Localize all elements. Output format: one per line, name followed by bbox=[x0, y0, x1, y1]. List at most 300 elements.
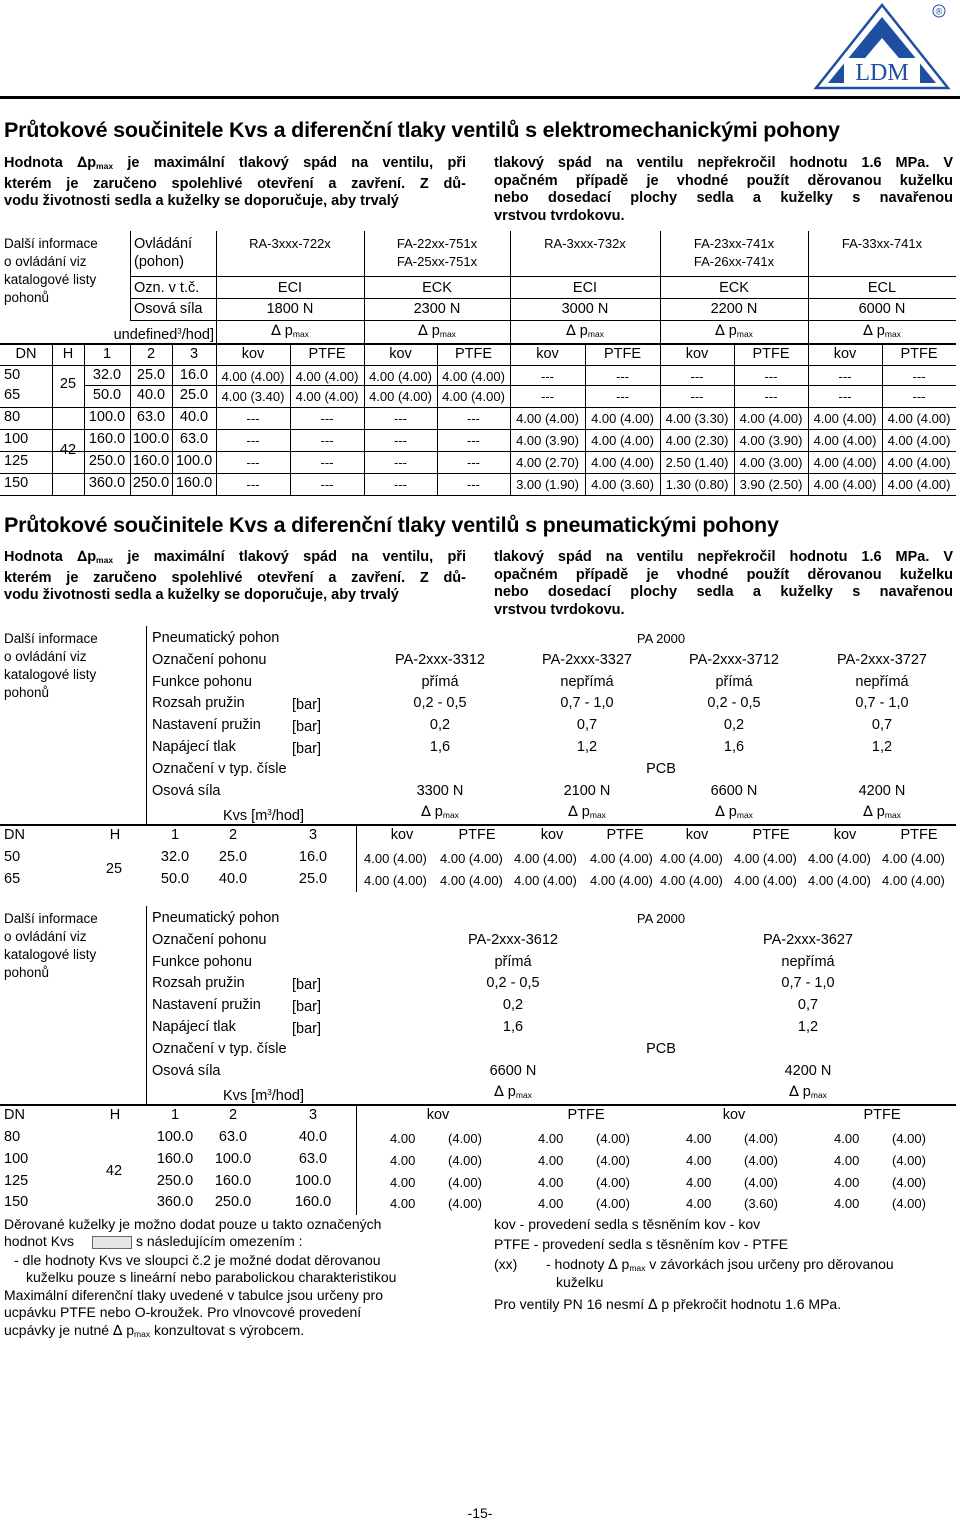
dp-value: 4.00 (4.00) bbox=[660, 872, 723, 888]
spec-label: Napájecí tlak bbox=[152, 739, 236, 755]
kvs-value: 100.0 bbox=[88, 409, 126, 425]
pn16-note: Pro ventily PN 16 nesmí ∆ p překročit hodnotu 1.6 MPa. bbox=[494, 1296, 842, 1313]
axial-force: 3300 N bbox=[416, 782, 464, 799]
spec-label: Pneumatický pohon bbox=[152, 910, 280, 926]
column-header: 3 bbox=[308, 827, 318, 844]
dp-value: 4.00 (4.00) bbox=[295, 389, 359, 404]
column-header: 1 bbox=[170, 1107, 180, 1124]
dp-value: 3.00 (1.90) bbox=[516, 477, 579, 492]
spec-value: 0,7 bbox=[797, 997, 819, 1014]
kvs-value: 32.0 bbox=[92, 367, 122, 383]
column-header: PTFE bbox=[606, 827, 644, 844]
grid-line bbox=[130, 320, 956, 321]
dp-value: --- bbox=[320, 455, 334, 470]
kvs-value: 160.0 bbox=[156, 1150, 194, 1167]
kvs-value: 250.0 bbox=[214, 1194, 252, 1211]
kvs-value: 16.0 bbox=[298, 849, 328, 865]
dp-max-label: ∆ $p_{max}$ bbox=[789, 1084, 827, 1101]
dp-max-label: ∆ $p_{max}$ bbox=[568, 804, 606, 821]
spec-value: 0,2 bbox=[723, 717, 745, 734]
grid-line bbox=[0, 473, 956, 474]
dp-max-label: ∆ $p_{max}$ bbox=[715, 804, 753, 821]
dp-value: 4.00 (4.00) bbox=[813, 433, 877, 448]
spec-value: PA-2xxx-3312 bbox=[395, 651, 485, 668]
paragraph-line: opačném případě je vhodné použít děrovanou kuželku bbox=[494, 172, 953, 189]
dp-value: 4.00 bbox=[538, 1152, 564, 1168]
grid-line bbox=[84, 344, 85, 495]
kvs-value: 100.0 bbox=[294, 1172, 332, 1189]
side-note-line: pohonů bbox=[4, 685, 50, 700]
dp-value: --- bbox=[467, 411, 480, 426]
grid-line bbox=[0, 824, 956, 826]
spec-value: PA-2xxx-3627 bbox=[763, 931, 853, 948]
spec-label: Osová síla bbox=[152, 782, 221, 799]
dp-value: --- bbox=[246, 433, 260, 448]
spec-label: Nastavení pružin bbox=[152, 997, 261, 1014]
dp-value: (4.00) bbox=[596, 1152, 630, 1168]
kvs-value: 160.0 bbox=[88, 431, 126, 447]
spec-value: 1,2 bbox=[576, 739, 598, 755]
kvs-value: 250.0 bbox=[132, 475, 170, 491]
dp-value: 4.00 (4.00) bbox=[591, 411, 654, 426]
grid-line bbox=[0, 407, 52, 408]
grid-line bbox=[356, 826, 357, 891]
spec-label: Pneumatický pohon bbox=[152, 630, 280, 646]
kvs-value: 50.0 bbox=[160, 870, 190, 887]
spec-label: Rozsah pružin bbox=[152, 975, 245, 992]
axial-force: 2200 N bbox=[710, 301, 758, 317]
column-header: PTFE bbox=[900, 827, 938, 844]
dp-value: --- bbox=[616, 389, 629, 404]
dp-value: 4.00 bbox=[686, 1174, 712, 1190]
unit-label: [bar] bbox=[292, 697, 322, 714]
column-header: kov bbox=[685, 827, 709, 844]
spec-value: 0,7 - 1,0 bbox=[855, 695, 909, 712]
column-header: DN bbox=[4, 1107, 25, 1124]
legend-ptfe: PTFE - provedení sedla s těsněním kov - PTFE bbox=[494, 1236, 789, 1252]
footer-note: Děrované kuželky je možno dodat pouze u takto označených bbox=[4, 1216, 382, 1232]
ozn-code: ECK bbox=[422, 280, 452, 296]
column-header: kov bbox=[540, 827, 564, 844]
dn-value: 150 bbox=[4, 475, 29, 491]
kvs-value: 160.0 bbox=[294, 1194, 332, 1211]
intro-left bbox=[4, 549, 466, 605]
dp-value: 4.00 (4.00) bbox=[887, 411, 951, 426]
legend-xx: (xx) bbox=[494, 1256, 518, 1272]
paragraph-line: nebo dosedací plochy sedla a kuželky s navařenou bbox=[494, 584, 953, 600]
kvs-unit-label: Kvs $[m^3/hod]$ bbox=[222, 1088, 304, 1105]
side-note-line: o ovládání viz bbox=[4, 929, 87, 944]
column-header: DN bbox=[4, 827, 25, 844]
dp-value: 4.00 (4.00) bbox=[369, 369, 432, 384]
grid-line bbox=[84, 385, 956, 386]
column-header: PTFE bbox=[603, 346, 642, 362]
spec-value: 1,6 bbox=[502, 1019, 524, 1035]
grid-line bbox=[808, 344, 809, 495]
paragraph-line: vodu životnosti sedla a kuželky se doporučuje, aby trvalý bbox=[4, 587, 399, 603]
column-header: kov bbox=[241, 346, 265, 362]
dp-value: (4.00) bbox=[744, 1131, 778, 1146]
dp-value: 4.00 bbox=[538, 1196, 564, 1212]
axial-force: 3000 N bbox=[561, 301, 609, 317]
dp-value: --- bbox=[764, 369, 778, 384]
footer-note: kuželku pouze s lineární nebo parabolickou charakteristikou bbox=[26, 1269, 397, 1285]
column-header: 3 bbox=[308, 1107, 318, 1124]
pa-label: PA 2000 bbox=[636, 911, 686, 926]
dp-value: 4.00 bbox=[686, 1196, 712, 1212]
dp-max-label: ∆ $p_{max}$ bbox=[863, 323, 901, 339]
drive-label: Ovládání (pohon) bbox=[134, 236, 193, 270]
footer-note: ucpávku PTFE nebo O-kroužek. Pro vlnovcové provedení bbox=[4, 1304, 362, 1320]
legend-xx-desc: kuželku bbox=[556, 1274, 604, 1290]
actuator-name: RA-3xxx-722x bbox=[249, 236, 331, 251]
axial-force: 2100 N bbox=[563, 782, 611, 799]
kvs-value: 360.0 bbox=[88, 475, 126, 491]
grid-line bbox=[216, 231, 217, 343]
grid-line bbox=[290, 344, 291, 495]
dp-value: (4.00) bbox=[892, 1152, 926, 1168]
grid-line bbox=[216, 344, 217, 495]
spec-label: Označení v typ. čísle bbox=[152, 1040, 287, 1057]
dp-value: 4.00 (4.00) bbox=[514, 872, 577, 888]
dn-value: 150 bbox=[4, 1194, 29, 1211]
spec-value: nepřímá bbox=[855, 673, 909, 690]
pcb-label: PCB bbox=[646, 760, 676, 777]
paragraph-line: kterém je zaručeno spolehlivé otevření a zavření. Z dů- bbox=[4, 175, 466, 192]
dn-value: 100 bbox=[4, 1150, 29, 1167]
column-header: 2 bbox=[146, 346, 156, 362]
column-header: kov bbox=[389, 346, 412, 362]
legend-xx-desc: - hodnoty ∆ $p_{max}$ v závorkách jsou určeny pro děrovanou bbox=[546, 1256, 894, 1273]
dp-value: 3.90 (2.50) bbox=[739, 477, 803, 492]
dp-value: 4.00 (3.90) bbox=[739, 433, 803, 448]
dp-value: --- bbox=[616, 369, 629, 384]
spec-value: 0,7 - 1,0 bbox=[560, 695, 614, 712]
kvs-value: 63.0 bbox=[218, 1129, 248, 1145]
column-header: PTFE bbox=[752, 827, 790, 844]
spec-label: Rozsah pružin bbox=[152, 695, 245, 712]
kvs-value: 160.0 bbox=[132, 453, 170, 469]
dp-value: 4.00 bbox=[390, 1196, 416, 1212]
dp-value: 4.00 (4.00) bbox=[813, 477, 877, 492]
kvs-value: 360.0 bbox=[156, 1194, 194, 1211]
side-note-line: katalogové listy bbox=[4, 947, 97, 962]
unit-label: [bar] bbox=[292, 977, 322, 994]
dp-value: --- bbox=[912, 389, 926, 404]
spec-value: 0,2 bbox=[502, 997, 524, 1014]
axial-force: 4200 N bbox=[858, 782, 906, 799]
column-header: kov bbox=[833, 346, 857, 362]
dp-value: (4.00) bbox=[448, 1131, 482, 1146]
grid-line bbox=[364, 344, 365, 495]
grid-line bbox=[130, 231, 131, 320]
spec-label: Funkce pohonu bbox=[152, 673, 252, 690]
column-header: kov bbox=[722, 1107, 746, 1124]
dp-value: 4.00 (4.00) bbox=[882, 851, 945, 866]
dp-value: --- bbox=[690, 389, 704, 404]
dp-value: --- bbox=[541, 369, 554, 384]
unit-label: [bar] bbox=[292, 741, 322, 757]
paragraph-line: kterém je zaručeno spolehlivé otevření a zavření. Z dů- bbox=[4, 569, 466, 586]
spec-value: 0,7 bbox=[576, 717, 598, 734]
kvs-value: 50.0 bbox=[92, 387, 122, 403]
grid-line bbox=[0, 343, 956, 345]
dp-value: 4.00 (4.00) bbox=[591, 455, 654, 470]
footer-note: hodnot Kvs bbox=[4, 1233, 75, 1249]
kvs-value: 63.0 bbox=[179, 431, 209, 447]
dp-value: 4.00 (3.30) bbox=[665, 411, 729, 426]
grid-line bbox=[130, 298, 956, 299]
dp-value: 4.00 (4.00) bbox=[591, 433, 654, 448]
grid-line bbox=[146, 906, 147, 1104]
grid-line bbox=[808, 231, 809, 343]
side-note bbox=[4, 235, 98, 307]
dp-value: --- bbox=[467, 455, 480, 470]
spec-label: Označení pohonu bbox=[152, 651, 267, 668]
paragraph-line: Hodnota $\Delta p_{max}$ je maximální tlakový spád na ventilu, při bbox=[4, 549, 466, 565]
dp-value: 4.00 bbox=[390, 1131, 416, 1146]
dp-max-label: ∆ $p_{max}$ bbox=[566, 323, 604, 339]
dp-value: 4.00 bbox=[834, 1152, 860, 1168]
dp-value: (4.00) bbox=[596, 1174, 630, 1190]
column-header: PTFE bbox=[454, 346, 493, 362]
spec-value: nepřímá bbox=[781, 953, 835, 970]
ozn-code: ECK bbox=[719, 280, 749, 296]
ldm-logo bbox=[812, 2, 952, 94]
dp-value: (4.00) bbox=[596, 1131, 630, 1146]
dp-value: --- bbox=[541, 389, 554, 404]
dp-value: --- bbox=[394, 455, 407, 470]
grid-line bbox=[356, 1106, 357, 1215]
dp-value: 4.00 (4.00) bbox=[808, 872, 871, 888]
spec-value: 0,2 - 0,5 bbox=[707, 695, 761, 712]
dp-value: 4.00 bbox=[834, 1174, 860, 1190]
grid-line bbox=[660, 231, 661, 343]
dp-value: --- bbox=[467, 477, 480, 492]
h-value: 25 bbox=[105, 860, 123, 877]
spec-value: 1,2 bbox=[871, 739, 893, 755]
dp-max-label: ∆ $p_{max}$ bbox=[494, 1084, 532, 1101]
kvs-value: 100.0 bbox=[132, 431, 170, 447]
kvs-value: 100.0 bbox=[214, 1150, 252, 1167]
spec-value: 0,2 - 0,5 bbox=[486, 975, 540, 992]
dp-value: 4.00 (4.00) bbox=[739, 411, 803, 426]
dp-value: (4.00) bbox=[892, 1174, 926, 1190]
grid-line bbox=[0, 365, 956, 366]
spec-value: nepřímá bbox=[560, 673, 614, 690]
side-note-line: Další informace bbox=[4, 631, 98, 646]
grid-line bbox=[0, 429, 956, 430]
pa-label: PA 2000 bbox=[636, 631, 686, 646]
spec-value: 0,7 - 1,0 bbox=[781, 975, 835, 992]
grid-line bbox=[146, 626, 147, 824]
paragraph-line: vodu životnosti sedla a kuželky se doporučuje, aby trvalý bbox=[4, 193, 399, 209]
grid-line bbox=[734, 344, 735, 495]
dp-value: 4.00 (4.00) bbox=[369, 389, 432, 404]
dp-value: --- bbox=[246, 411, 260, 426]
kvs-value: 25.0 bbox=[298, 870, 328, 887]
column-header: kov bbox=[833, 827, 857, 844]
spec-value: přímá bbox=[494, 953, 532, 970]
column-header: PTFE bbox=[308, 346, 346, 362]
column-header: kov bbox=[536, 346, 559, 362]
spec-label: Napájecí tlak bbox=[152, 1019, 236, 1035]
dn-value: 125 bbox=[4, 1172, 29, 1189]
ozn-code: ECI bbox=[572, 280, 598, 296]
kvs-unit-label: undefined$^3$/hod] bbox=[113, 327, 214, 343]
dp-value: --- bbox=[394, 477, 407, 492]
force-label: Osová síla bbox=[134, 301, 203, 317]
dp-value: 4.00 (4.00) bbox=[221, 369, 285, 384]
spec-value: PA-2xxx-3327 bbox=[542, 651, 632, 668]
spec-value: 0,7 bbox=[871, 717, 893, 734]
legend-kov: kov - provedení sedla s těsněním kov - kov bbox=[494, 1216, 761, 1232]
axial-force: 2300 N bbox=[413, 301, 461, 317]
dn-value: 65 bbox=[4, 870, 21, 887]
dp-value: 4.00 (3.60) bbox=[591, 477, 654, 492]
unit-label: [bar] bbox=[292, 1021, 322, 1037]
side-note-line: pohonů bbox=[4, 290, 50, 305]
dp-value: (4.00) bbox=[744, 1174, 778, 1190]
dp-value: --- bbox=[246, 477, 260, 492]
column-header: kov bbox=[426, 1107, 450, 1124]
dp-value: 1.30 (0.80) bbox=[665, 477, 729, 492]
kvs-value: 25.0 bbox=[179, 387, 209, 403]
spec-value: 1,2 bbox=[797, 1019, 819, 1035]
kvs-value: 32.0 bbox=[160, 849, 190, 865]
dp-value: 4.00 (4.00) bbox=[364, 851, 427, 866]
spec-value: 1,6 bbox=[723, 739, 745, 755]
axial-force: 1800 N bbox=[266, 301, 314, 317]
side-note bbox=[4, 630, 98, 702]
axial-force: 4200 N bbox=[784, 1062, 832, 1079]
column-header: 3 bbox=[189, 346, 199, 362]
dp-value: 4.00 (4.00) bbox=[887, 477, 951, 492]
grid-line bbox=[882, 344, 883, 495]
grid-line bbox=[437, 344, 438, 495]
column-header: 1 bbox=[102, 346, 112, 362]
dp-value: 4.00 (4.00) bbox=[882, 872, 945, 888]
dp-value: --- bbox=[394, 411, 407, 426]
paragraph-line: opačném případě je vhodné použít děrovanou kuželku bbox=[494, 566, 953, 583]
dp-value: 4.00 (4.00) bbox=[734, 872, 797, 888]
paragraph-line: tlakový spád na ventilu nepřekročil hodnotu 1.6 MPa. V bbox=[494, 155, 953, 171]
spec-value: PA-2xxx-3712 bbox=[689, 651, 779, 668]
dp-value: --- bbox=[246, 455, 260, 470]
dp-value: 4.00 bbox=[538, 1174, 564, 1190]
dp-value: 4.00 (2.70) bbox=[516, 455, 579, 470]
spec-value: 1,6 bbox=[429, 739, 451, 755]
dn-value: 100 bbox=[4, 431, 29, 447]
spec-value: PA-2xxx-3727 bbox=[837, 651, 927, 668]
side-note-line: pohonů bbox=[4, 965, 50, 980]
actuator-name: FA-33xx-741x bbox=[841, 236, 923, 251]
axial-force: 6000 N bbox=[858, 301, 906, 317]
column-header: 1 bbox=[170, 827, 180, 844]
dp-value: 4.00 bbox=[686, 1131, 712, 1146]
column-header: PTFE bbox=[567, 1107, 605, 1124]
svg-text:®: ® bbox=[935, 6, 943, 17]
intro-right bbox=[494, 549, 953, 619]
dp-value: 4.00 (4.00) bbox=[442, 369, 505, 384]
kvs-value: 160.0 bbox=[175, 475, 213, 491]
dp-max-label: ∆ $p_{max}$ bbox=[418, 323, 456, 339]
side-note-line: o ovládání viz bbox=[4, 254, 87, 269]
dn-value: 80 bbox=[4, 1129, 21, 1145]
dp-value: 4.00 bbox=[834, 1196, 860, 1212]
dp-value: --- bbox=[467, 433, 480, 448]
grid-line bbox=[0, 451, 956, 452]
kvs-value: 100.0 bbox=[156, 1129, 194, 1145]
dp-value: 4.00 (2.30) bbox=[665, 433, 729, 448]
footer-note: ucpávky je nutné ∆ $p_{max}$ konzultovat s výrobcem. bbox=[4, 1322, 305, 1339]
dp-value: 4.00 (4.00) bbox=[734, 851, 797, 866]
dn-value: 65 bbox=[4, 387, 21, 403]
intro-right bbox=[494, 155, 953, 225]
footer-note: - dle hodnoty Kvs ve sloupci č.2 je možné dodat děrovanou bbox=[14, 1252, 381, 1268]
dp-value: 4.00 (4.00) bbox=[808, 851, 871, 866]
dp-value: --- bbox=[320, 477, 334, 492]
dp-value: (3.60) bbox=[744, 1196, 778, 1212]
side-note-line: o ovládání viz bbox=[4, 649, 87, 664]
dp-value: 4.00 (4.00) bbox=[590, 851, 653, 866]
grid-line bbox=[130, 344, 131, 495]
section-title: Průtokové součinitele Kvs a diferenční tlaky ventilů s pneumatickými pohony bbox=[4, 513, 779, 537]
column-header: PTFE bbox=[752, 346, 790, 362]
dp-value: 4.00 (3.00) bbox=[739, 455, 803, 470]
grid-line bbox=[52, 344, 53, 495]
paragraph-line: nebo dosedací plochy sedla a kuželky s navařenou bbox=[494, 190, 953, 206]
grid-line bbox=[510, 344, 511, 495]
footer-note: s následujícím omezením : bbox=[136, 1233, 303, 1249]
side-note-line: Další informace bbox=[4, 911, 98, 926]
grid-line bbox=[660, 344, 661, 495]
kvs-value: 100.0 bbox=[175, 453, 213, 469]
dn-value: 80 bbox=[4, 409, 21, 425]
column-header: H bbox=[62, 346, 74, 362]
kvs-value: 25.0 bbox=[136, 367, 166, 383]
dp-max-label: ∆ $p_{max}$ bbox=[715, 323, 753, 339]
grid-line bbox=[0, 407, 956, 408]
pcb-label: PCB bbox=[646, 1040, 676, 1057]
kvs-value: 40.0 bbox=[136, 387, 166, 403]
dp-value: 4.00 (4.00) bbox=[590, 872, 653, 888]
spec-value: 0,2 - 0,5 bbox=[413, 695, 467, 712]
dn-value: 50 bbox=[4, 849, 21, 865]
spec-label: Označení pohonu bbox=[152, 931, 267, 948]
dp-max-label: ∆ $p_{max}$ bbox=[421, 804, 459, 821]
spec-value: 0,2 bbox=[429, 717, 451, 734]
dp-value: 4.00 bbox=[538, 1131, 564, 1146]
page-number: -15- bbox=[467, 1505, 493, 1521]
actuator-name: FA-22xx-751x FA-25xx-751x bbox=[396, 236, 478, 269]
dp-value: 4.00 (3.40) bbox=[221, 389, 285, 404]
dp-value: 4.00 bbox=[686, 1152, 712, 1168]
dp-value: 4.00 (4.00) bbox=[295, 369, 359, 384]
grid-line bbox=[510, 231, 511, 343]
dp-value: 4.00 (4.00) bbox=[813, 411, 877, 426]
dp-value: --- bbox=[764, 389, 778, 404]
kvs-value: 40.0 bbox=[218, 870, 248, 887]
dp-value: (4.00) bbox=[892, 1196, 926, 1212]
column-header: PTFE bbox=[900, 346, 938, 362]
unit-label: [bar] bbox=[292, 719, 322, 736]
h-value: 25 bbox=[59, 376, 77, 392]
dp-value: --- bbox=[394, 433, 407, 448]
grid-line bbox=[172, 344, 173, 495]
spec-label: Nastavení pružin bbox=[152, 717, 261, 734]
actuator-name: RA-3xxx-732x bbox=[544, 236, 626, 251]
